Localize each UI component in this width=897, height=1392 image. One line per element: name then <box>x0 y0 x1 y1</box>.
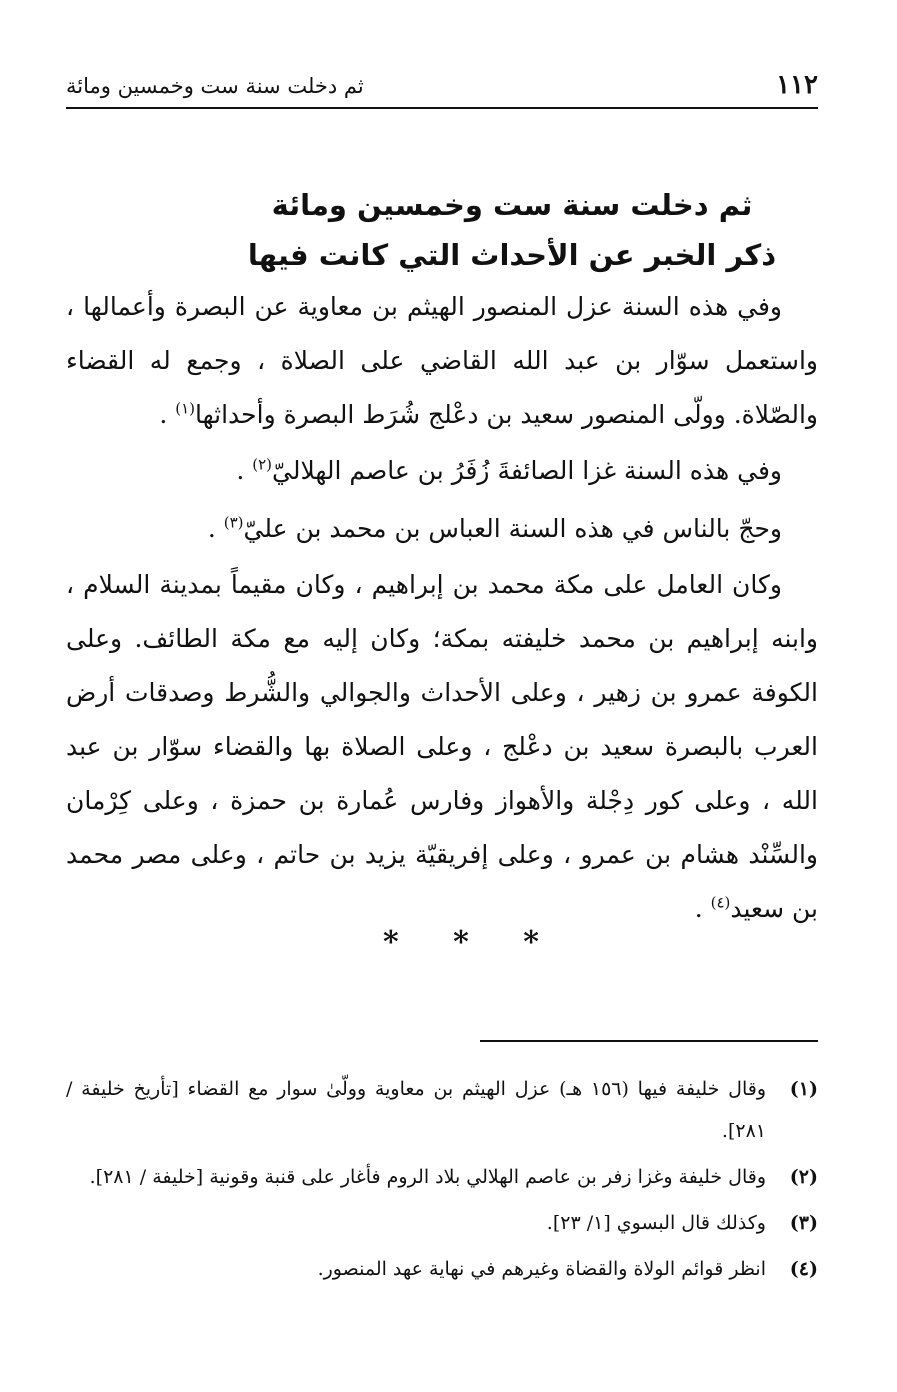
paragraph-text: وحجّ بالناس في هذه السنة العباس بن محمد بن عليّ <box>243 514 782 543</box>
footnote <box>66 1202 818 1244</box>
paragraph <box>66 280 818 442</box>
header-rule <box>66 107 818 109</box>
paragraph <box>66 442 818 500</box>
footnote-text: انظر قوائم الولاة والقضاة وغيرهم في نهاية عهد المنصور. <box>317 1258 766 1280</box>
footnote-marker: (٣) <box>223 513 244 532</box>
paragraph-end: . <box>236 456 253 485</box>
paragraph <box>66 558 818 936</box>
main-text <box>66 280 818 936</box>
running-header <box>66 66 818 106</box>
footnote-marker: (٤) <box>710 893 731 912</box>
footnote-number: (٢) <box>789 1166 818 1188</box>
footnote <box>66 1068 818 1152</box>
paragraph-text: وفي هذه السنة عزل المنصور الهيثم بن معاوية عن البصرة وأعمالها ، واستعمل سوّار بن عبد الله القاضي على الصلاة ، وجمع له القضاء والصّلاة. وولّى المنصور سعيد بن دعْلج شُرَط البصرة وأحداثها <box>66 292 818 429</box>
chapter-headings <box>66 180 818 280</box>
footnote-rule <box>480 1040 818 1042</box>
paragraph-text: وكان العامل على مكة محمد بن إبراهيم ، وكان مقيماً بمدينة السلام ، وابنه إبراهيم بن محمد خليفته بمكة؛ وكان إليه مع مكة الطائف. وعلى الكوفة عمرو بن زهير ، وعلى الأحداث والجوالي والشُّرط وصدقات أرض العرب بالبصرة سعيد بن دعْلج ، وعلى الصلاة بها والقضاء سوّار بن عبد الله ، وعلى كور دِجْلة والأهواز وفارس عُمارة بن حمزة ، وعلى كِرْمان والسِّنْد هشام بن عمرو ، وعلى إفريقيّة يزيد بن حاتم ، وعلى مصر محمد بن سعيد <box>66 570 818 923</box>
footnote-marker: (١) <box>175 399 195 418</box>
footnote-text: وكذلك قال البسوي [١/ ٢٣]. <box>546 1212 766 1234</box>
paragraph-end: . <box>207 514 224 543</box>
footnote <box>66 1248 818 1290</box>
running-title: ثم دخلت سنة ست وخمسين ومائة <box>66 74 364 98</box>
footnote-number: (٣) <box>789 1212 818 1234</box>
paragraph-end: . <box>159 400 176 429</box>
paragraph-text: وفي هذه السنة غزا الصائفةَ زُفَرُ بن عاصم الهلاليّ <box>272 456 782 485</box>
chapter-subtitle: ذكر الخبر عن الأحداث التي كانت فيها <box>247 238 777 272</box>
footnote-text: وقال خليفة فيها (١٥٦ هـ) عزل الهيثم بن معاوية وولّىٰ سوار مع القضاء [تأريخ خليفة / ٢٨١]. <box>66 1078 767 1142</box>
footnote-text: وقال خليفة وغزا زفر بن عاصم الهلالي بلاد الروم فأغار على قنبة وقونية [خليفة / ٢٨١]. <box>89 1166 766 1188</box>
paragraph-end: . <box>694 894 711 923</box>
page-number: ١١٢ <box>776 70 818 100</box>
footnote-number: (٤) <box>789 1258 818 1280</box>
section-separator: * * * <box>383 925 561 960</box>
chapter-title: ثم دخلت سنة ست وخمسين ومائة <box>271 188 753 222</box>
footnote-number: (١) <box>789 1078 818 1100</box>
footnote <box>66 1156 818 1198</box>
footnotes <box>66 1068 818 1294</box>
paragraph <box>66 500 818 558</box>
footnote-marker: (٢) <box>252 455 272 474</box>
